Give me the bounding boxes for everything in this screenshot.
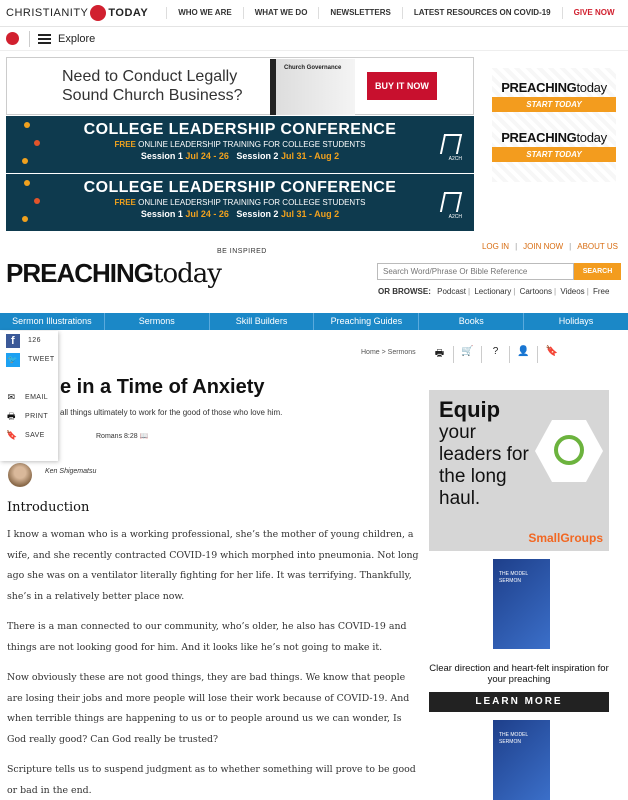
sg-headline: Equip [439, 397, 501, 422]
book-icon[interactable]: 📖 [139, 433, 149, 440]
topnav-what-we-do[interactable]: WHAT WE DO [243, 7, 319, 19]
article-subtitle: all things ultimately to work for the good of those who love him. [60, 408, 283, 417]
account-links: LOG IN | JOIN NOW | ABOUT US [479, 242, 621, 251]
book-title: THE MODEL SERMON [499, 571, 528, 584]
brand-right: TODAY [108, 7, 149, 19]
search-input[interactable] [377, 263, 574, 280]
pt-ad-unit-1[interactable] [492, 80, 616, 112]
conference-subtitle [6, 140, 474, 149]
pt-logo-bold: PREACHING [501, 130, 577, 145]
user-icon[interactable]: 👤 [510, 346, 538, 363]
article-body [7, 500, 419, 800]
save-label: SAVE [25, 432, 45, 439]
model-sermon-ad[interactable] [429, 551, 609, 800]
author-avatar [8, 463, 32, 487]
ct-circle-icon [90, 5, 106, 21]
session-2-dates: Jul 31 - Aug 2 [280, 209, 340, 219]
email-share[interactable] [0, 388, 58, 407]
conference-free: FREE [114, 140, 136, 149]
print-icon: 🖶 [7, 410, 16, 421]
join-link[interactable]: JOIN NOW [523, 242, 564, 251]
section-heading: Introduction [7, 500, 90, 515]
nav-skill-builders[interactable]: Skill Builders [210, 313, 315, 330]
smallgroups-logo: SmallGroups [528, 531, 603, 545]
session-1-dates: Jul 24 - 26 [185, 151, 229, 161]
session-2: Session 2 [236, 151, 279, 161]
session-1-dates: Jul 24 - 26 [185, 209, 229, 219]
topnav-covid-resources[interactable]: LATEST RESOURCES ON COVID-19 [402, 7, 562, 19]
article-title: e in a Time of Anxiety [60, 376, 265, 398]
topnav-newsletters[interactable]: NEWSLETTERS [318, 7, 401, 19]
paragraph-2: There is a man connected to our community, who’s older, he also has COVID-19 and things are not looking good for him. And it looks like he’s not going to make it. [7, 621, 407, 653]
ad-conference-2[interactable] [6, 174, 474, 231]
decorative-dots [16, 174, 46, 231]
cart-icon[interactable]: 🛒 [454, 346, 482, 363]
brand-left: CHRISTIANITY [6, 7, 89, 19]
pt-ad-logo [492, 80, 616, 95]
paragraph-4: Scripture tells us to suspend judgment as to whether something will prove to be good or bad in the end. [7, 764, 416, 796]
pt-logo-light: today [576, 80, 607, 95]
conference-sessions [6, 209, 474, 219]
print-tool-icon[interactable]: 🖶 [426, 346, 454, 363]
conference-title: COLLEGE LEADERSHIP CONFERENCE [83, 121, 397, 138]
paragraph-1: I know a woman who is a working professional, she’s the mother of young children, a wife, and she recently contracted COVID-19 which morphed into pneumonia. Not long ago she was on a ventilator literally fighting for her life. It was terrifying. Thankfully, she’s in a relatively better place now. [7, 529, 419, 602]
learn-more-button[interactable]: LEARN MORE [429, 692, 609, 712]
ct-circle-icon[interactable] [6, 32, 19, 45]
pt-logo-bold: PREACHING [501, 80, 577, 95]
top-nav [166, 7, 625, 19]
email-icon: ✉ [7, 392, 16, 402]
browse-links: OR BROWSE: Podcast | Lectionary | Cartoons | Videos | Free [378, 287, 610, 296]
conference-sub: ONLINE LEADERSHIP TRAINING FOR COLLEGE STUDENTS [138, 140, 366, 149]
main-nav [0, 313, 628, 330]
ad-conference-1[interactable] [6, 116, 474, 173]
topnav-who-we-are[interactable]: WHO WE ARE [166, 7, 242, 19]
conference-sessions [6, 151, 474, 161]
session-2: Session 2 [236, 209, 279, 219]
print-share[interactable] [0, 407, 58, 426]
about-link[interactable]: ABOUT US [577, 242, 618, 251]
masthead [6, 240, 628, 304]
start-today-button[interactable]: START TODAY [492, 97, 616, 112]
ad-caption: Clear direction and heart-felt inspiration for your preaching [429, 663, 609, 685]
preaching-today-ad[interactable] [492, 68, 616, 182]
help-icon[interactable]: ? [482, 346, 510, 363]
pt-logo-light: today [576, 130, 607, 145]
browse-lectionary[interactable]: Lectionary [474, 287, 512, 296]
tweet-label: TWEET [28, 356, 55, 363]
topnav-give-now[interactable]: GIVE NOW [562, 7, 626, 19]
buy-it-now-button[interactable]: BUY IT NOW [367, 72, 437, 100]
conference-title: COLLEGE LEADERSHIP CONFERENCE [83, 179, 397, 196]
paragraph-3: Now obviously these are not good things, they are bad things. We know that people are losing their jobs and more people will lose their work because of COVID-19. And when terrible things are happening to us or to people around us we can wonder, Is God really good? Can God really be trusted? [7, 672, 410, 745]
nav-sermons[interactable]: Sermons [105, 313, 210, 330]
a2ch-label: A2CH [448, 214, 462, 220]
clock-icon [535, 420, 603, 482]
search-button[interactable]: SEARCH [574, 263, 621, 280]
print-label: PRINT [25, 413, 48, 420]
breadcrumb[interactable]: Home > Sermons [361, 349, 416, 356]
conference-sub: ONLINE LEADERSHIP TRAINING FOR COLLEGE STUDENTS [138, 198, 366, 207]
ad-legal-business[interactable] [6, 57, 474, 115]
email-label: EMAIL [25, 394, 49, 401]
nav-preaching-guides[interactable]: Preaching Guides [314, 313, 419, 330]
book-title: Church Governance [284, 65, 342, 71]
divider [29, 31, 30, 47]
a2ch-label: A2CH [448, 156, 462, 162]
nav-sermon-illustrations[interactable]: Sermon Illustrations [0, 313, 105, 330]
ad-stack [6, 57, 474, 231]
session-2-dates: Jul 31 - Aug 2 [280, 151, 340, 161]
browse-videos[interactable]: Videos [560, 287, 585, 296]
explore-label[interactable]: Explore [58, 32, 96, 45]
conference-free: FREE [114, 198, 136, 207]
reference-text[interactable]: Romans 8:28 [96, 433, 138, 440]
nav-books[interactable]: Books [419, 313, 524, 330]
pt-ad-logo [492, 130, 616, 145]
christianity-today-logo[interactable] [6, 5, 148, 21]
preaching-today-logo[interactable] [6, 258, 221, 289]
bookmark-icon[interactable]: 🔖 [545, 346, 559, 357]
book-cover-image [493, 559, 550, 649]
sg-subhead: your leaders for the long haul. [439, 422, 529, 509]
bookmark-icon: 🔖 [6, 430, 18, 440]
spacer [0, 369, 58, 388]
session-1: Session 1 [140, 151, 183, 161]
top-bar [0, 0, 628, 27]
search-form [377, 263, 621, 280]
book-cover-image [270, 59, 355, 115]
explore-bar [0, 27, 628, 51]
facebook-share[interactable] [0, 331, 58, 350]
author-name[interactable]: Ken Shigematsu [45, 468, 97, 475]
twitter-icon: 🐦 [6, 353, 20, 367]
tagline: BE INSPIRED [217, 248, 267, 255]
smallgroups-ad[interactable] [429, 390, 609, 551]
logo-bold: PREACHING [6, 258, 154, 288]
logo-light: today [153, 259, 221, 289]
facebook-icon: f [6, 334, 20, 348]
menu-icon[interactable] [38, 34, 51, 44]
book-title: THE MODEL SERMON [499, 732, 528, 745]
login-link[interactable]: LOG IN [481, 242, 510, 251]
browse-cartoons[interactable]: Cartoons [519, 287, 553, 296]
ad-legal-text: Need to Conduct Legally Sound Church Business? [62, 68, 243, 104]
share-panel [0, 331, 58, 461]
pt-ad-unit-2[interactable] [492, 130, 616, 162]
facebook-count: 126 [28, 337, 41, 344]
book-cover-image [493, 720, 550, 800]
decorative-dots [16, 116, 46, 173]
browse-free[interactable]: Free [593, 287, 610, 296]
twitter-share[interactable] [0, 350, 58, 369]
conference-subtitle [6, 198, 474, 207]
start-today-button[interactable]: START TODAY [492, 147, 616, 162]
session-1: Session 1 [140, 209, 183, 219]
scripture-reference [96, 432, 148, 440]
save-share[interactable] [0, 426, 58, 445]
nav-holidays[interactable]: Holidays [558, 316, 594, 326]
article-tools [426, 346, 566, 363]
browse-label: OR BROWSE: [378, 287, 431, 296]
browse-podcast[interactable]: Podcast [437, 287, 467, 296]
